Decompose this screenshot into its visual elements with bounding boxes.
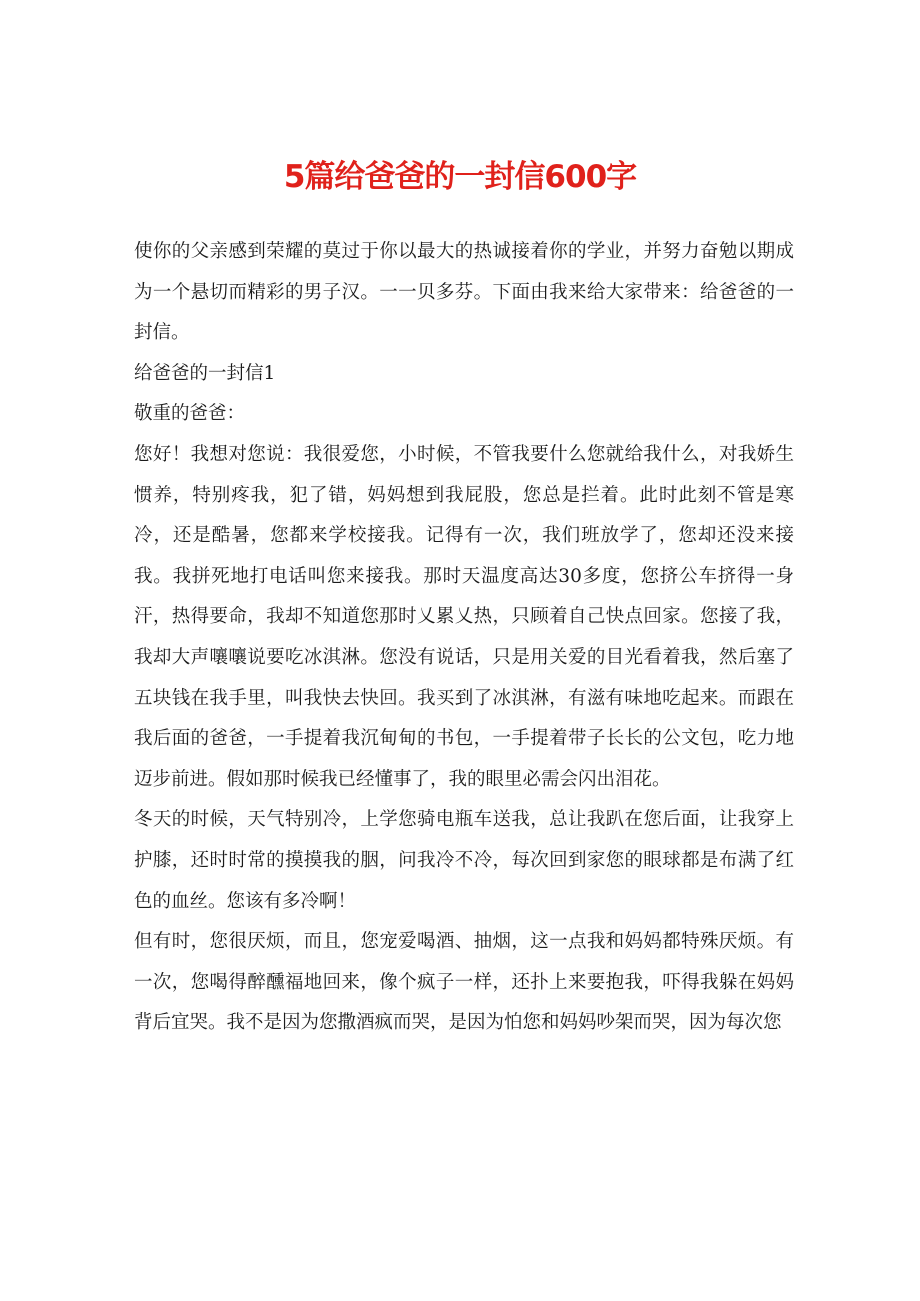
paragraph-body-1: 您好！我想对您说：我很爱您，小时候，不管我要什么您就给我什么，对我娇生惯养，特别疼我，犯了错，妈妈想到我屁股，您总是拦着。此时此刻不管是寒冷，还是酷暑，您都来学校接我。记得有一次，我们班放学了，您却还没来接我。我拼死地打电话叫您来接我。那时天温度高达30多度，您挤公车挤得一身汗，热得要命，我却不知道您那时乂累乂热，只顾着自己快点回家。您接了我，我却大声嚷嚷说要吃冰淇淋。您没有说话，只是用关爱的目光看着我，然后塞了五块钱在我手里，叫我快去快回。我买到了冰淇淋，有滋有味地吃起来。而跟在我后面的爸爸，一手提着我沉甸甸的书包，一手提着带子长长的公文包，吃力地迈步前进。假如那时候我已经懂事了，我的眼里必需会闪出泪花。: [134, 443, 794, 790]
paragraph-body-2: 冬天的时候，天气特别冷，上学您骑电瓶车送我，总让我趴在您后面，让我穿上护膝，还时时常的摸摸我的胭，问我冷不冷，每次回到家您的眼球都是布满了红色的血丝。您该有多冷啊！: [134, 809, 794, 912]
paragraph-salutation: 敬重的爸爸：: [134, 403, 246, 425]
paragraph-letter-heading: 给爸爸的一封信1: [134, 362, 276, 384]
paragraph-body-3: 但有时，您很厌烦，而且，您宠爱喝酒、抽烟，这一点我和妈妈都特殊厌烦。有一次，您喝得醉醺福地回来，像个疯子一样，还扑上来要抱我，吓得我躲在妈妈背后宜哭。我不是因为您撒酒疯而哭，是因为怕您和妈妈吵架而哭，因为每次您: [134, 931, 794, 1034]
document-title: 5篇给爸爸的一封信600字: [283, 159, 637, 195]
document-body: [134, 232, 794, 1044]
paragraph-intro: 使你的父亲感到荣耀的莫过于你以最大的热诚接着你的学业，并努力奋勉以期成为一个悬切而精彩的男子汉。一一贝多芬。下面由我来给大家带来：给爸爸的一封信。: [134, 241, 794, 344]
